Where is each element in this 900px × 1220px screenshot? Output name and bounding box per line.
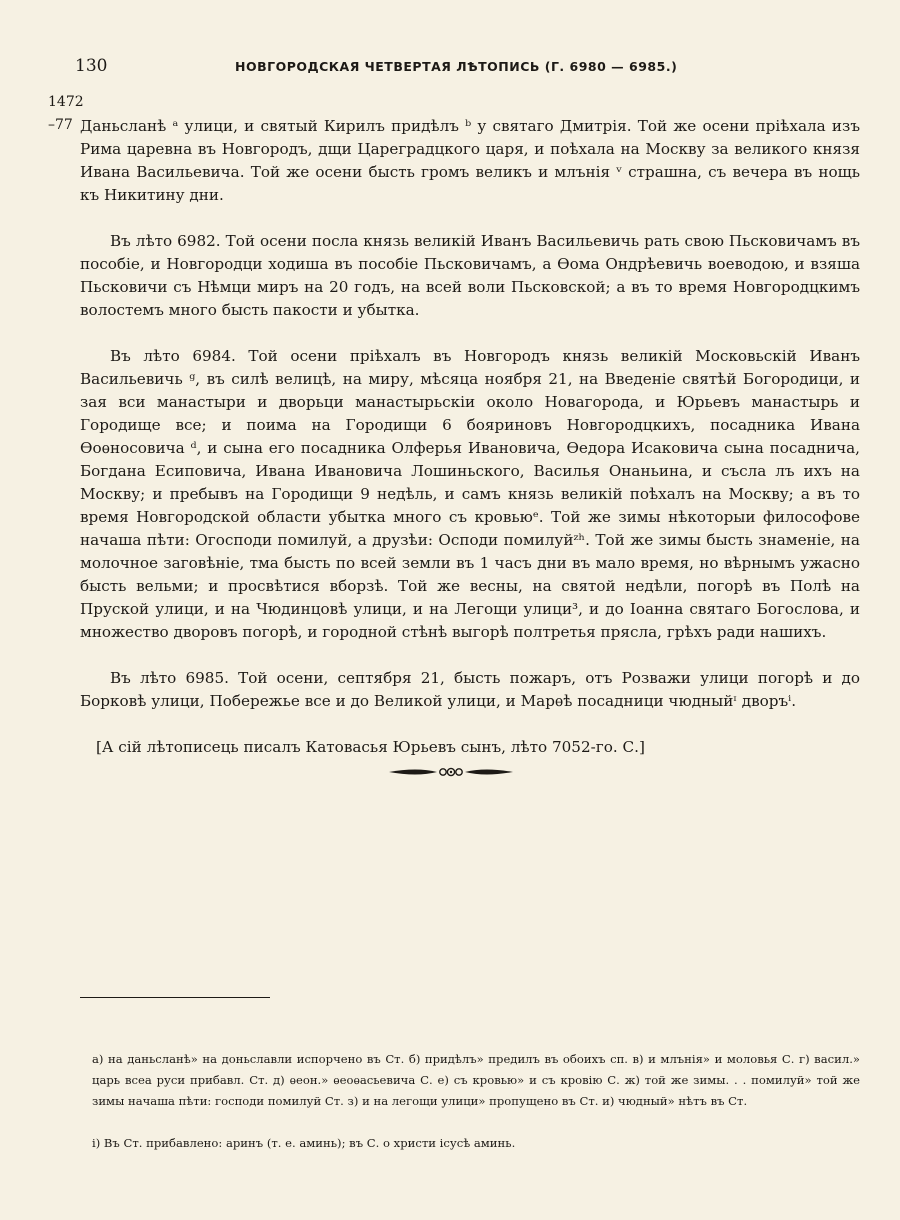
page-number: 130	[75, 56, 108, 76]
footnote-rule	[80, 997, 270, 998]
page-header	[75, 56, 855, 82]
paragraph-1: Даньсланѣ ᵃ улици, и святый Кирилъ придѣлъ ᵇ у святаго Дмитрія. Той же осени пріѣхала изъ Рима царевна въ Новгородъ, дщи Цареградцкого царя, и поѣхала на Москву за великого князя Ивана Васильевича. Той же осени бысть громъ великъ и млънія ᵛ страшна, съ вечера въ нощь къ Никитину дни.	[80, 117, 860, 204]
margin-year-bottom: –77	[48, 117, 73, 133]
paragraph-5: [А сій лѣтописець писалъ Катовасья Юрьевъ сынъ, лѣто 7052-го. С.]	[96, 738, 645, 756]
paragraph-4: Въ лѣто 6985. Той осени, септября 21, бысть пожаръ, отъ Розважи улици погорѣ и до Борковѣ улици, Побережье все и до Великой улици, и Марѳѣ посадници чюдныйᶦ дворъⁱ.	[80, 669, 860, 710]
chronicle-text	[80, 92, 860, 782]
paragraph-2: Въ лѣто 6982. Той осени посла князь великій Иванъ Васильевичь рать свою Пьсковичамъ въ пособіе, и Новгородци ходиша въ пособіе Пьсковичамъ, а Ѳома Ондрѣевичь воеводою, и взяша Пьсковичи съ Нѣмци миръ на 20 годъ, на всей воли Пьсковской; а въ то время Новгородцкимъ волостемъ много бысть пакости и убытка.	[80, 232, 860, 319]
footnote-line-1: а) на даньсланѣ» на доньславли испорчено въ Ст. б) придѣлъ» предилъ въ обоихъ сп. в) и млънія» и моловья С. г) васил.» царь всеа руси прибавл. Ст. д) ѳеон.» ѳеоѳасьевича С. е) съ кровью» и съ кровію С. ж) той же зимы. . . помилуй» той же зимы начаша пѣти: господи помилуй Ст. з) и на легощи улици» пропущено въ Ст. и) чюдный» нѣтъ въ Ст.	[92, 1052, 860, 1108]
ornament-icon	[387, 764, 515, 780]
running-title: НОВГОРОДСКАЯ ЧЕТВЕРТАЯ ЛѢТОПИСЬ (Г. 6980 — 6985.)	[235, 59, 678, 74]
ornament-divider	[387, 764, 515, 780]
footnote-line-2: і) Въ Ст. прибавлено: аринъ (т. е. аминь); въ С. о христи ісусѣ аминь.	[92, 1136, 516, 1150]
paragraph-3: Въ лѣто 6984. Той осени пріѣхалъ въ Новгородъ князь великій Московьскій Иванъ Васильевичь ᵍ, въ силѣ велицѣ, на миру, мѣсяца ноября 21, на Введеніе святѣй Богородици, и зая вси манастыри и дворьци манастырьскіи около Новагорода, и Юрьевъ манастырь и Городище все; и поима на Городищи 6 бояриновъ Новгородцкихъ, посадника Ивана Ѳоѳносовича ᵈ, и сына его посадника Олферья Ивановича, Ѳедора Исаковича сына посадничa, Богдана Есиповича, Ивана Ивановича Лошиньского, Василья Онаньина, и съсла лъ ихъ на Москву; и пребывъ на Городищи 9 недѣль, и самъ князь великій поѣхалъ на Москву; а въ то время Новгородской области убытка много съ кровьюᵉ. Той же зимы нѣкоторыи философове начаша пѣти: Огосподи помилуй, а друзѣи: Осподи помилуйᶻʰ. Той же зимы бысть знаменіе, на молочное заговѣніе, тма бысть по всей земли въ 1 часъ дни въ мало время, но вѣрнымъ ужасно бысть вельми; и просвѣтися вборзѣ. Той же весны, на святой недѣли, погорѣ въ Полѣ на Пруской улици, и на Чюдинцовѣ улици, и на Легощи улици³, и до Іоанна святаго Богослова, и множество дворовъ погорѣ, и городной стѣнѣ выгорѣ полтретья прясла, грѣхъ ради нашихъ.	[80, 347, 860, 641]
margin-year-top: 1472	[48, 94, 84, 110]
footnotes	[92, 1028, 860, 1175]
